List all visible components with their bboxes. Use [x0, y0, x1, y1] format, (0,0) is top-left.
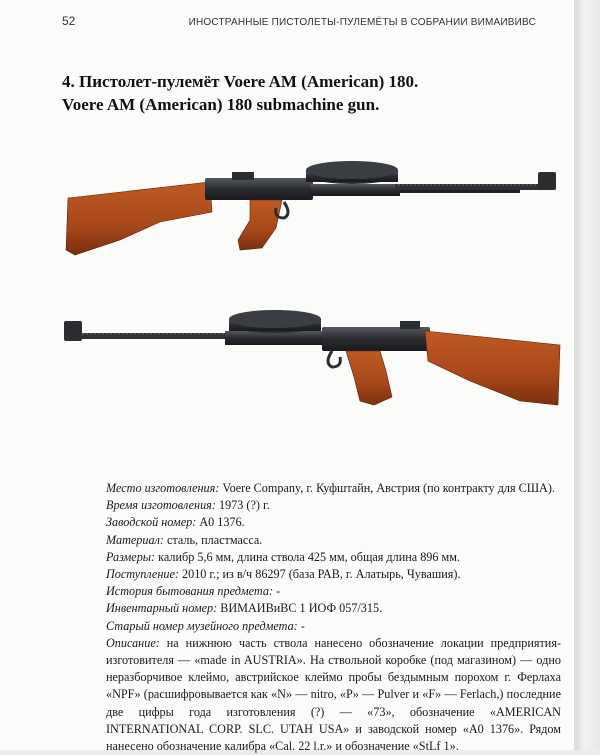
detail-line: Старый номер музейного предмета: - [106, 618, 305, 633]
title-russian: 4. Пистолет-пулемёт Voere AM (American) 180. [62, 72, 419, 91]
page-edge [574, 0, 600, 750]
entry-title [62, 70, 418, 116]
detail-line: Время изготовления: 1973 (?) г. [106, 498, 270, 513]
detail-line: Инвентарный номер: ВИМАИВиВС 1 ИОФ 057/315. [106, 601, 383, 616]
detail-line: Место изготовления: Voere Company, г. Куфштайн, Австрия (по контракту для США). [106, 481, 555, 495]
detail-line: Заводской номер: А0 1376. [106, 515, 245, 530]
page-number: 52 [62, 14, 76, 28]
description-paragraph: Описание: на нижнюю часть ствола нанесено обозначение локации предприятия-изготовителя — «made in AUSTRIA». На ствольной коробке (под магазином) — одно неразборчивое клеймо, австрийское клеймо пробы бездымным порохом г. Ферлаха «NPF» (расшифровывается как «N» — nitro, «P» — Pulver и «F» — Ferlach,) последние две цифры года изготовления (?) — «73», обозначение «AMERICAN INTERNATIONAL CORP. SLC. UTAH USA» и заводской номер «А0 1376». Рядом нанесено обозначение калибра «Cal. 22 l.r.» и обозначение «StLf 1». [106, 635, 561, 754]
detail-line: Размеры: калибр 5,6 мм, длина ствола 425 мм, общая длина 896 мм. [106, 549, 461, 564]
submachine-gun-right-side-view [0, 150, 574, 265]
title-english: Voere AM (American) 180 submachine gun. [62, 95, 380, 114]
running-head: ИНОСТРАННЫЕ ПИСТОЛЕТЫ-ПУЛЕМЁТЫ В СОБРАНИИ ВИМАИВИВС [188, 17, 536, 28]
submachine-gun-left-side-view [0, 305, 574, 415]
item-details [106, 480, 561, 755]
detail-line: Поступление: 2010 г.; из в/ч 86297 (база РАВ, г. Алатырь, Чувашия). [106, 567, 461, 582]
detail-line: Материал: сталь, пластмасса. [106, 532, 263, 547]
detail-line: История бытования предмета: - [106, 584, 281, 599]
